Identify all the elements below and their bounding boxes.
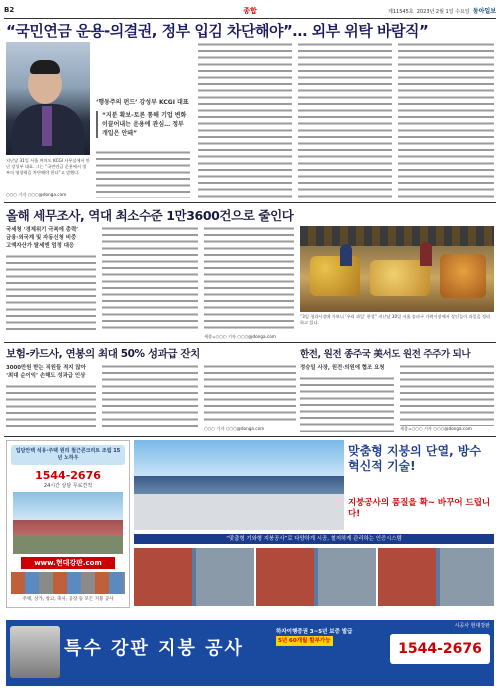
header-rule: [4, 18, 496, 19]
insurance-headline: 보험-카드사, 연봉의 최대 50% 성과급 잔치: [6, 348, 200, 360]
right-ad-subtitle: 지붕공사의 품질을 확~ 바꾸어 드립니다!: [348, 498, 491, 519]
top-lead: [96, 98, 190, 142]
page-number: B2: [4, 6, 15, 14]
bottom-ad-slogans: 하자이행증권 3~5년 보증 발급 5년 60개월 할부가능: [276, 629, 353, 644]
right-ad-banner: “맞춤형 기와형 지붕공사”로 다양하게 시공, 철저하게 관리하는 인증시스템: [134, 534, 494, 544]
insurance-body-col1: [6, 384, 96, 430]
left-ad-bottom-text: 주택, 상가, 창고, 축사, 공장 등 모든 지붕 공사: [22, 597, 114, 602]
market-photo: [300, 226, 494, 312]
tax-headline: 올해 세무조사, 역대 최소수준 1만3600건으로 줄인다: [6, 208, 294, 223]
insurance-byline: ○○○ 기자 ○○○@donga.com: [204, 426, 265, 431]
section-rule-2: [4, 342, 496, 343]
section-rule-1: [4, 202, 496, 203]
tax-subheads: 국세청 ‘경제위기 극복에 총력’ 금융·외국계 및 자동신청 비중 고액자산가 탈세엔 엄정 대응: [6, 227, 79, 249]
top-body-col3: [298, 42, 392, 198]
right-ad-title: 맞춤형 지붕의 단열, 방수 혁신적 기술!: [348, 444, 482, 473]
top-body-col1: [96, 150, 190, 198]
lead-line-2: “지분 확보-토론 통해 기업 변화 이끌어내는 운용에 관심… 정부 개입은 안돼”: [96, 111, 190, 138]
insurance-subheads: 3000만원 받는 직원들 적지 않아 ‘최대 순이익’ 손해도 성과급 인상: [6, 365, 86, 379]
tax-body-col1: [6, 254, 96, 332]
kepco-body-col1: [300, 376, 394, 432]
insurance-body-col2: [102, 364, 198, 430]
interview-photo: [6, 42, 90, 155]
tax-body-col3: [204, 226, 294, 332]
bottom-ad-phone[interactable]: 1544-2676: [390, 634, 490, 664]
bottom-advertisement: [6, 612, 494, 686]
section-title: 종합: [243, 7, 257, 15]
bottom-ad-badge: 시공사 현대강판: [454, 623, 490, 629]
left-ad-phone: 1544-2676: [35, 469, 101, 482]
bottom-ad-company: 특수 강판 지붕 공사: [64, 638, 244, 659]
top-headline: “국민연금 운용-의결권, 정부 입김 차단해야”… 외부 위탁 바람직”: [6, 22, 429, 40]
kepco-body-col2: [400, 364, 494, 426]
tax-byline: 세종=○○○ 기자 ○○○@donga.com: [204, 334, 276, 339]
left-ad-sample-photos: [11, 572, 125, 594]
paper-name: 동아일보: [472, 8, 496, 15]
top-byline: ○○○ 기자 ○○○@donga.com: [6, 192, 67, 197]
market-photo-caption: “3일 청과시장에 가보니 ‘우리 과일’ 한창” 지난달 30일 서울 송파구 가락시장에서 상인들이 과일을 정리하고 있다.: [300, 314, 491, 325]
roof-sheet-icon: [10, 626, 60, 678]
right-advertisement: [134, 440, 494, 606]
left-ad-url[interactable]: www.현대강판.com: [21, 557, 115, 569]
tax-body-col2: [102, 226, 198, 332]
ads-rule: [4, 436, 496, 437]
left-ad-subtext: 24시간 상담 무료견적: [43, 483, 93, 489]
interview-photo-caption: 지난달 31일 서울 여의도 KCGI 사무실에서 만난 강성부 대표. 그는 “국민연금 운용에서 정부의 영향력을 차단해야 한다”고 말했다.: [6, 158, 90, 175]
right-ad-photo-grid: [134, 548, 494, 606]
top-body-col2: [198, 42, 292, 198]
page-header: [4, 6, 496, 18]
top-body-col4: [398, 42, 494, 198]
kepco-headline: 한전, 원전 종주국 美서도 원전 주주가 되나: [300, 349, 471, 360]
kepco-byline: 세종=○○○ 기자 ○○○@donga.com: [400, 426, 472, 431]
kepco-subheads: 정승일 사장, 원전·의원에 협조 요청: [300, 365, 385, 371]
issue-info: 제11545호 2023년 2월 1일 수요일 동아일보: [388, 8, 496, 15]
left-ad-top-text: 입담안텍 석유·주택 원리 철근콘크리트 조립 15년 노하우: [11, 445, 125, 465]
left-ad-building-photo: [13, 492, 123, 554]
insurance-body-col3: [204, 364, 296, 424]
lead-line-1: ‘행동주의 펀드’ 강성부 KCGI 대표: [96, 99, 189, 106]
left-advertisement: [6, 440, 130, 608]
right-ad-roof-photo: [134, 440, 344, 530]
